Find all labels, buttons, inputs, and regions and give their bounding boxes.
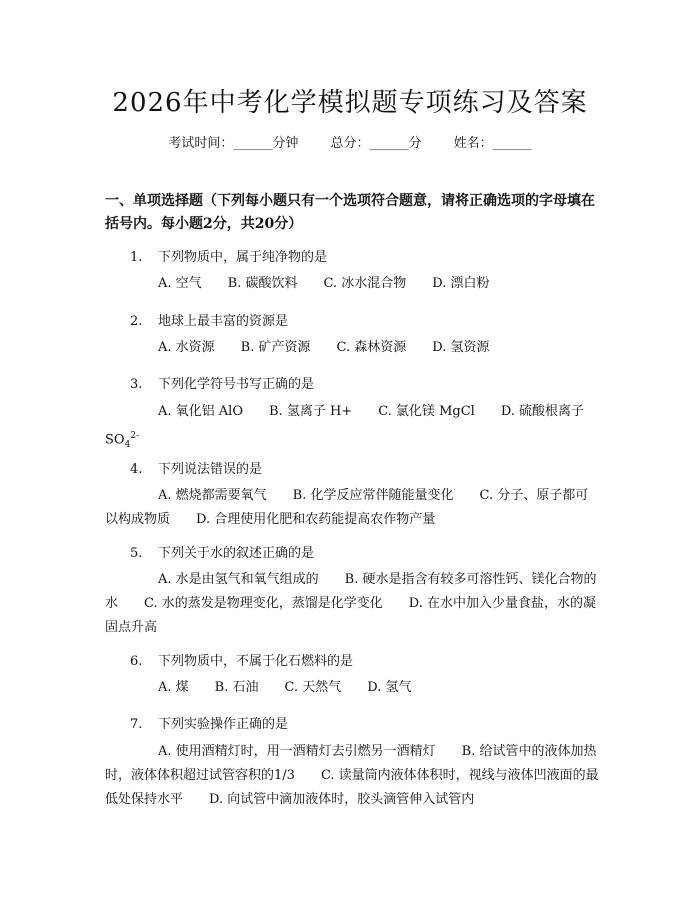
options-6 <box>105 676 600 700</box>
question-number: 1. <box>130 250 143 265</box>
option-b: B. 给试管中的液体加热时，液体体积超过试管容积的1/3 <box>105 744 597 783</box>
option-b: B. 碳酸饮料 <box>227 276 298 291</box>
question-stem: 下列物质中，属于纯净物的是 <box>158 250 328 265</box>
option-b: B. 硬水是指含有较多可溶性钙、镁化合物的水 <box>105 572 597 611</box>
question-4 <box>130 458 262 477</box>
option-b: B. 石油 <box>214 680 259 695</box>
question-number: 2. <box>130 314 143 329</box>
question-5 <box>130 542 314 561</box>
option-d: D. 向试管中滴加液体时，胶头滴管伸入试管内 <box>209 792 475 807</box>
option-a: A. 水是由氢气和氧气组成的 <box>158 572 319 587</box>
question-number: 3. <box>130 377 143 392</box>
options-5 <box>105 568 600 640</box>
option-d: D. 硫酸根离子 <box>500 404 585 419</box>
question-1 <box>130 246 327 265</box>
option-a: A. 氧化铝 AlO <box>158 404 243 419</box>
option-a: A. 空气 <box>158 276 202 291</box>
option-b: B. 化学反应常伴随能量变化 <box>292 488 454 503</box>
total-score-field: 总分：______分 <box>330 136 422 151</box>
question-7 <box>130 713 288 732</box>
student-name-field: 姓名：______ <box>453 136 532 151</box>
option-b: B. 矿产资源 <box>240 340 311 355</box>
question-6 <box>130 650 353 669</box>
option-a: A. 燃烧都需要氧气 <box>158 488 267 503</box>
question-stem: 下列物质中，不属于化石燃料的是 <box>158 654 354 669</box>
option-d: D. 氢气 <box>367 680 412 695</box>
question-stem: 地球上最丰富的资源是 <box>158 314 289 329</box>
question-stem: 下列说法错误的是 <box>158 462 263 477</box>
option-c: C. 分子、原子都可以构成物质 <box>105 488 589 527</box>
option-a: A. 使用酒精灯时，用一酒精灯去引燃另一酒精灯 <box>158 744 436 759</box>
option-d: D. 漂白粉 <box>432 276 490 291</box>
option-d: D. 合理使用化肥和农药能提高农作物产量 <box>196 512 436 527</box>
section-heading: 一、单项选择题（下列每小题只有一个选项符合题意，请将正确选项的字母填在括号内。每小题2分，共20分） <box>105 193 595 232</box>
options-3 <box>105 400 600 457</box>
question-stem: 下列化学符号书写正确的是 <box>158 377 315 392</box>
option-a: A. 煤 <box>158 680 189 695</box>
option-a: A. 水资源 <box>158 340 215 355</box>
option-d: D. 在水中加入少量食盐，水的凝固点升高 <box>105 596 596 635</box>
question-stem: 下列关于水的叙述正确的是 <box>158 546 315 561</box>
exam-meta <box>0 132 700 151</box>
question-3 <box>130 373 314 392</box>
options-7 <box>105 740 600 812</box>
options-2 <box>105 336 600 360</box>
options-1 <box>105 272 600 296</box>
question-number: 5. <box>130 546 143 561</box>
question-stem: 下列实验操作正确的是 <box>158 717 289 732</box>
question-2 <box>130 310 288 329</box>
question-number: 4. <box>130 462 143 477</box>
option-c: C. 森林资源 <box>336 340 407 355</box>
exam-time-field: 考试时间：______分钟 <box>168 136 299 151</box>
page-title: 2026年中考化学模拟题专项练习及答案 <box>112 88 588 118</box>
option-c: C. 冰水混合物 <box>323 276 407 291</box>
option-c: C. 氯化镁 MgCl <box>378 404 475 419</box>
question-number: 6. <box>130 654 143 669</box>
option-c: C. 读量筒内液体体积时，视线与液体凹液面的最低处保持水平 <box>105 768 599 807</box>
option-c: C. 水的蒸发是物理变化，蒸馏是化学变化 <box>144 596 383 611</box>
question-number: 7. <box>130 717 143 732</box>
option-b: B. 氢离子 H+ <box>269 404 353 419</box>
sulfate-formula: $SO_4^{2-}$ <box>105 431 140 450</box>
option-c: C. 天然气 <box>284 680 342 695</box>
option-d: D. 氢资源 <box>432 340 490 355</box>
options-4 <box>105 484 600 532</box>
